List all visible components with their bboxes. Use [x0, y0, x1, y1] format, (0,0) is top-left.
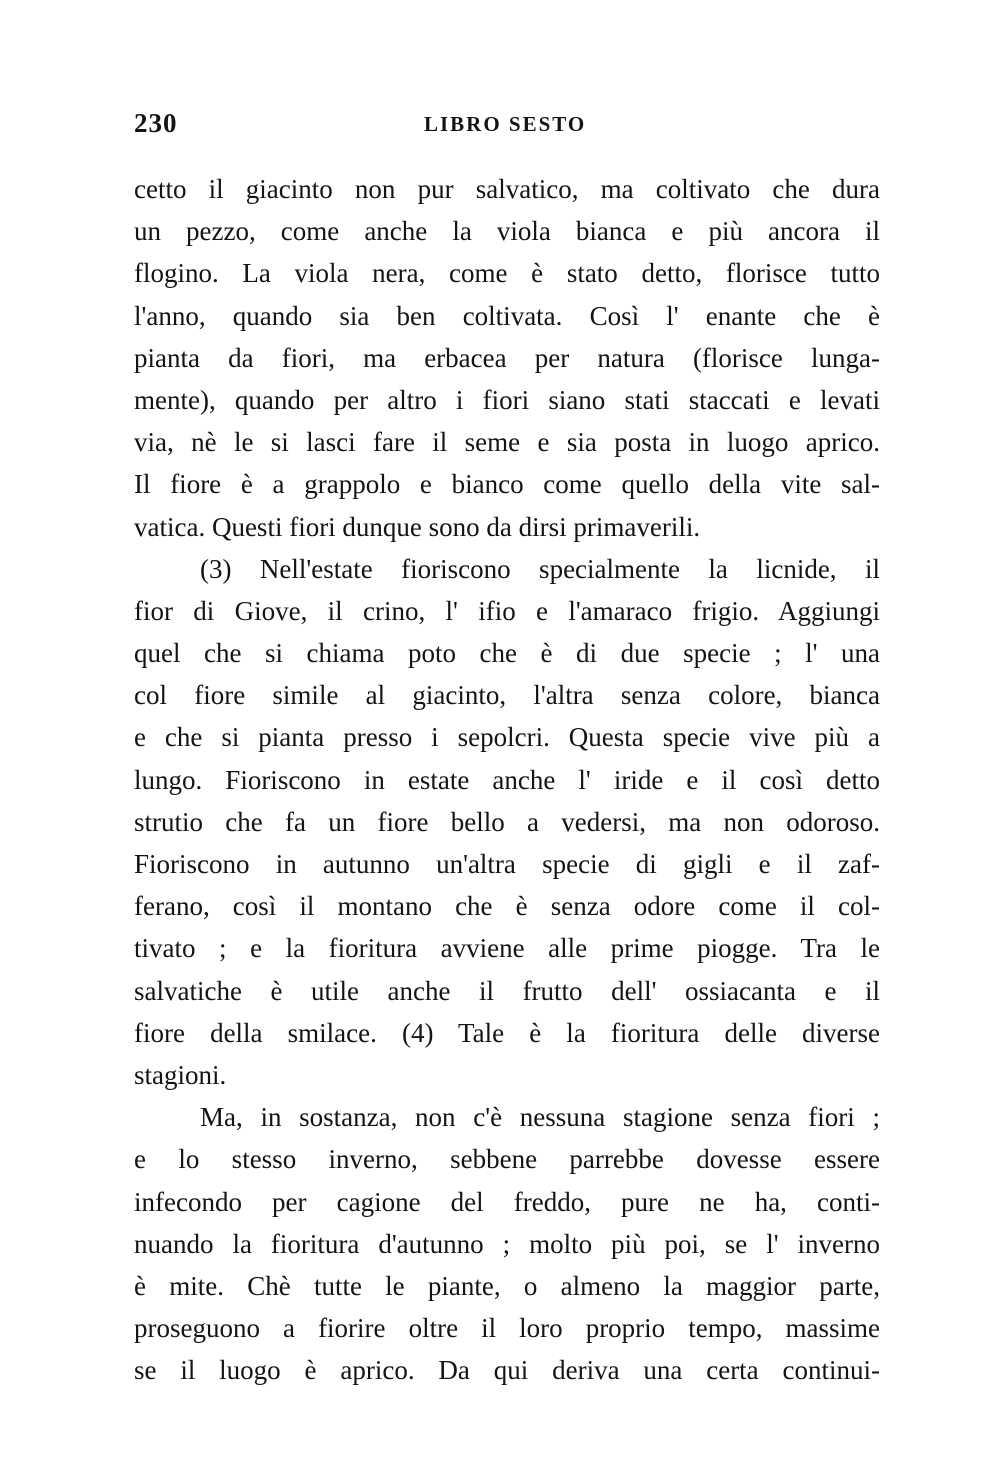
text-line: via, nè le si lasci fare il seme e sia posta in luogo aprico.: [134, 427, 880, 458]
text-line: Il fiore è a grappolo e bianco come quello della vite sal-: [134, 469, 880, 500]
text-line: stagioni.: [134, 1059, 227, 1090]
paragraph-2: [134, 548, 880, 1096]
text-line: (3) Nell'estate fioriscono specialmente la licnide, il: [200, 553, 880, 584]
running-head: LIBRO SESTO: [424, 112, 587, 136]
text-line: l'anno, quando sia ben coltivata. Così l' enante che è: [134, 300, 880, 331]
text-line: flogino. La viola nera, come è stato detto, florisce tutto: [134, 258, 880, 289]
text-line: Ma, in sostanza, non c'è nessuna stagione senza fiori ;: [200, 1102, 880, 1133]
text-line: fiore della smilace. (4) Tale è la fioritura delle diverse: [134, 1017, 880, 1048]
text-line: vatica. Questi fiori dunque sono da dirsi primaverili.: [134, 511, 701, 542]
text-line: strutio che fa un fiore bello a vedersi, ma non odoroso.: [134, 806, 880, 837]
text-line: cetto il giacinto non pur salvatico, ma coltivato che dura: [134, 174, 880, 204]
text-line: e che si pianta presso i sepolcri. Questa specie vive più a: [134, 722, 880, 753]
page-header: [134, 108, 884, 148]
text-line: e lo stesso inverno, sebbene parrebbe dovesse essere: [134, 1144, 880, 1175]
text-line: tivato ; e la fioritura avviene alle prime piogge. Tra le: [134, 933, 880, 964]
text-line: salvatiche è utile anche il frutto dell' ossiacanta e il: [134, 975, 880, 1006]
page-number: 230: [134, 108, 178, 138]
text-line: Fioriscono in autunno un'altra specie di gigli e il zaf-: [134, 849, 880, 879]
paragraph-3: [134, 1096, 880, 1391]
text-line: è mite. Chè tutte le piante, o almeno la maggior parte,: [134, 1270, 880, 1301]
text-line: ferano, così il montano che è senza odore come il col-: [134, 891, 880, 922]
text-line: mente), quando per altro i fiori siano stati staccati e levati: [134, 384, 880, 415]
text-line: col fiore simile al giacinto, l'altra senza colore, bianca: [134, 680, 880, 711]
text-line: se il luogo è aprico. Da qui deriva una certa continui-: [134, 1355, 880, 1386]
text-line: pianta da fiori, ma erbacea per natura (florisce lunga-: [134, 342, 880, 373]
paragraph-1: [134, 168, 880, 548]
text-line: lungo. Fioriscono in estate anche l' iride e il così detto: [134, 764, 880, 795]
text-line: quel che si chiama poto che è di due specie ; l' una: [134, 638, 880, 669]
text-line: proseguono a fiorire oltre il loro proprio tempo, massime: [134, 1313, 880, 1344]
text-line: infecondo per cagione del freddo, pure ne ha, conti-: [134, 1186, 880, 1217]
text-line: un pezzo, come anche la viola bianca e più ancora il: [134, 216, 880, 247]
body-text: [134, 168, 880, 1391]
text-line: nuando la fioritura d'autunno ; molto più poi, se l' inverno: [134, 1228, 880, 1259]
text-line: fior di Giove, il crino, l' ifio e l'amaraco frigio. Aggiungi: [134, 595, 880, 626]
